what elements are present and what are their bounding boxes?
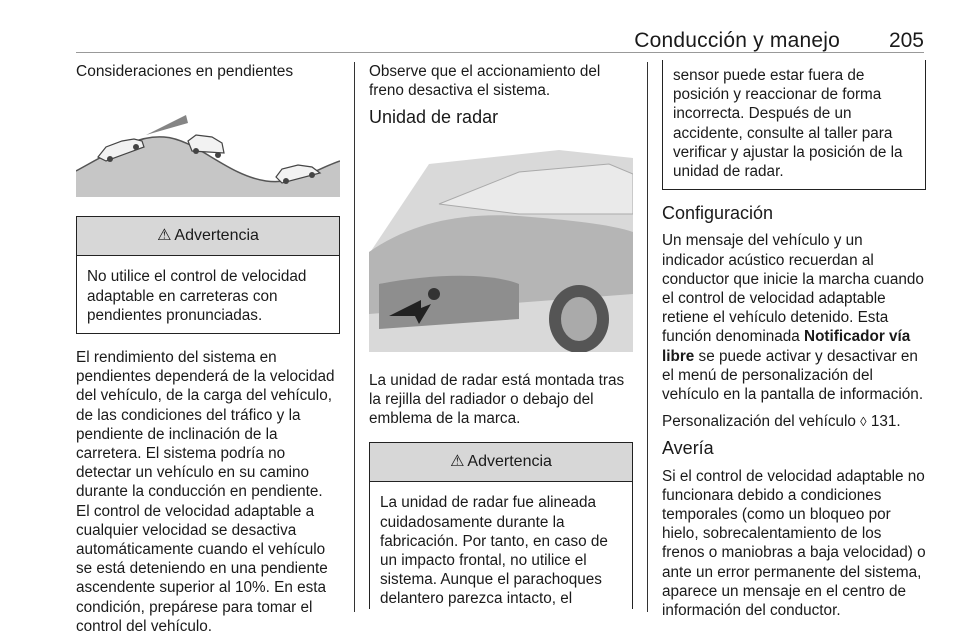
radar-caption: La unidad de radar está montada tras la rejilla del radiador o debajo del emblema de la marca.: [369, 371, 625, 428]
brake-note: Observe que el accionamiento del freno desactiva el sistema.: [369, 63, 601, 100]
column-3: [662, 62, 926, 628]
config-text-part-1: Un mensaje del vehículo y un indicador acústico recuerdan al conductor que inicie la marcha cuando el control de velocidad adaptable retiene el vehículo detenido. Esta función denominada: [662, 232, 924, 346]
config-text-part-2: se puede activar y desactivar en el menú de personalización del vehículo en la pantalla de información.: [662, 347, 924, 404]
header-rule: [76, 52, 924, 53]
section-heading-slopes: Consideraciones en pendientes: [76, 63, 294, 80]
xref-text: Personalización del vehículo: [662, 413, 861, 431]
warning-text: La unidad de radar fue alineada cuidadosamente durante la fabricación. Por tanto, en caso de un impacto frontal, no utilice el sistema. Aunque el parachoques delantero parezca intacto, el: [380, 494, 608, 608]
warning-triangle-icon: ⚠: [157, 227, 172, 245]
warning-title: Advertencia: [174, 227, 259, 245]
warning-box-slopes: [76, 216, 340, 334]
section-heading-config: Configuración: [662, 203, 774, 224]
warning-header: [370, 443, 632, 482]
page-ref-icon: ◊: [860, 414, 867, 430]
hill-illustration: [76, 97, 340, 197]
feature-name: Notificador vía libre: [662, 328, 911, 365]
car-radar-illustration: [369, 144, 633, 352]
warning-text: No utilice el control de velocidad adaptable en carreteras con pendientes pronunciadas.: [87, 268, 307, 324]
xref-page: 131.: [870, 413, 901, 431]
warning-continued-text: sensor puede estar fuera de posición y reaccionar de forma incorrecta. Después de un accidente, consulte al taller para verificar y ajustar la posición de la unidad de radar.: [673, 67, 903, 181]
column-2: [369, 62, 633, 609]
warning-triangle-icon: ⚠: [450, 453, 465, 471]
column-divider-2: [647, 62, 648, 612]
config-text: [662, 231, 926, 404]
section-heading-radar: Unidad de radar: [369, 107, 499, 128]
cross-reference: [662, 412, 926, 431]
warning-box-continued: [662, 60, 926, 190]
warning-header: [77, 217, 339, 256]
page-number: 205: [888, 29, 924, 52]
warning-box-radar: [369, 442, 633, 608]
fault-text: Si el control de velocidad adaptable no funcionara debido a condiciones temporales (como un bloqueo por hielo, sobrecalentamiento de los frenos o maniobras a baja velocidad) o ante un error permanente del sistema, aparece un mensaje en el centro de información del conductor.: [662, 467, 926, 620]
section-heading-fault: Avería: [662, 438, 714, 459]
column-1: [76, 62, 340, 644]
column-divider-1: [354, 62, 355, 612]
running-header: Conducción y manejo: [634, 29, 840, 52]
slopes-body-text: El rendimiento del sistema en pendientes dependerá de la velocidad del vehículo, de la carga del vehículo, de las condiciones del tráfico y la pendiente de inclinación de la carretera. El sistema podría no detectar un vehículo en su camino durante la conducción en pendiente. El control de velocidad adaptable a cualquier velocidad se desactiva automáticamente cuando el vehículo se está deteniendo en una pendiente ascendente superior al 10%. En esta condición, prepárese para tomar el control del vehículo.: [76, 349, 335, 635]
warning-title: Advertencia: [467, 453, 552, 471]
